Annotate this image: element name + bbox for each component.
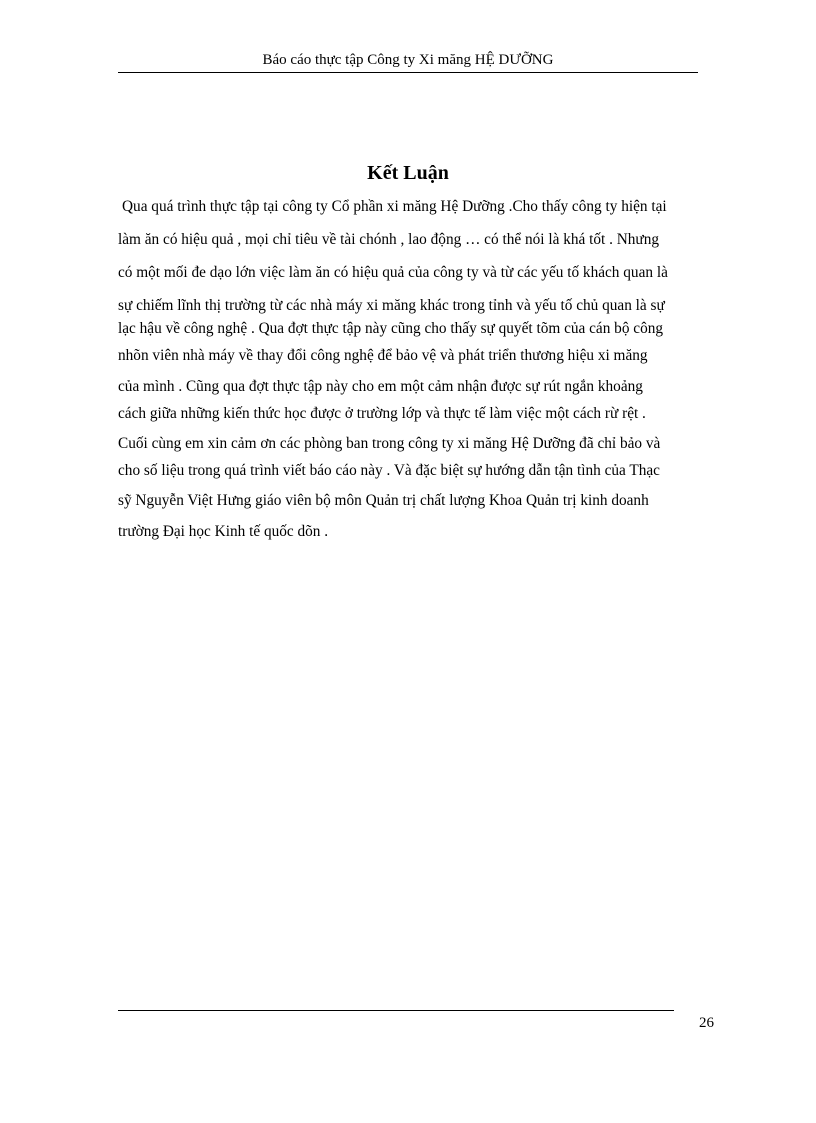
body-line: có một mối đe dạo lớn việc làm ăn có hiệu quả của công ty và từ các yếu tố khách quan là [118, 264, 668, 281]
body-line: làm ăn có hiệu quả , mọi chỉ tiêu về tài chónh , lao động … có thể nói là khá tốt . Nhưng [118, 231, 660, 248]
body-line: lạc hậu về công nghệ . Qua đợt thực tập này cũng cho thấy sự quyết tõm của cán bộ công [118, 320, 664, 337]
header-rule [118, 72, 698, 73]
body-line: nhõn viên nhà máy về thay đổi công nghệ để bảo vệ và phát triển thương hiệu xi măng [118, 347, 648, 364]
section-heading: Kết Luận [367, 162, 449, 184]
body-line: cho số liệu trong quá trình viết báo cáo này . Và đặc biệt sự hướng dẫn tận tình của Thạc [118, 462, 660, 479]
body-line: cách giữa những kiến thức học được ở trường lớp và thực tế làm việc một cách rừ rệt . [118, 405, 646, 422]
footer-rule [118, 1010, 674, 1011]
body-line: Cuối cùng em xin cảm ơn các phòng ban trong công ty xi măng Hệ Dưỡng đã chỉ bảo và [118, 435, 661, 452]
body-line: của mình . Cũng qua đợt thực tập này cho em một cảm nhận được sự rút ngắn khoảng [118, 378, 643, 395]
body-line: trường Đại học Kinh tế quốc dõn . [118, 523, 329, 540]
page-number: 26 [699, 1015, 714, 1031]
running-header: Báo cáo thực tập Công ty Xi măng HỆ DƯỠNG [262, 52, 554, 68]
body-line: Qua quá trình thực tập tại công ty Cổ phần xi măng Hệ Dưỡng .Cho thấy công ty hiện tại [122, 198, 667, 215]
body-line: sỹ Nguyễn Việt Hưng giáo viên bộ môn Quản trị chất lượng Khoa Quản trị kinh doanh [118, 492, 649, 509]
body-line: sự chiếm lĩnh thị trường từ các nhà máy xi măng khác trong tỉnh và yếu tố chủ quan là sự [118, 297, 665, 314]
